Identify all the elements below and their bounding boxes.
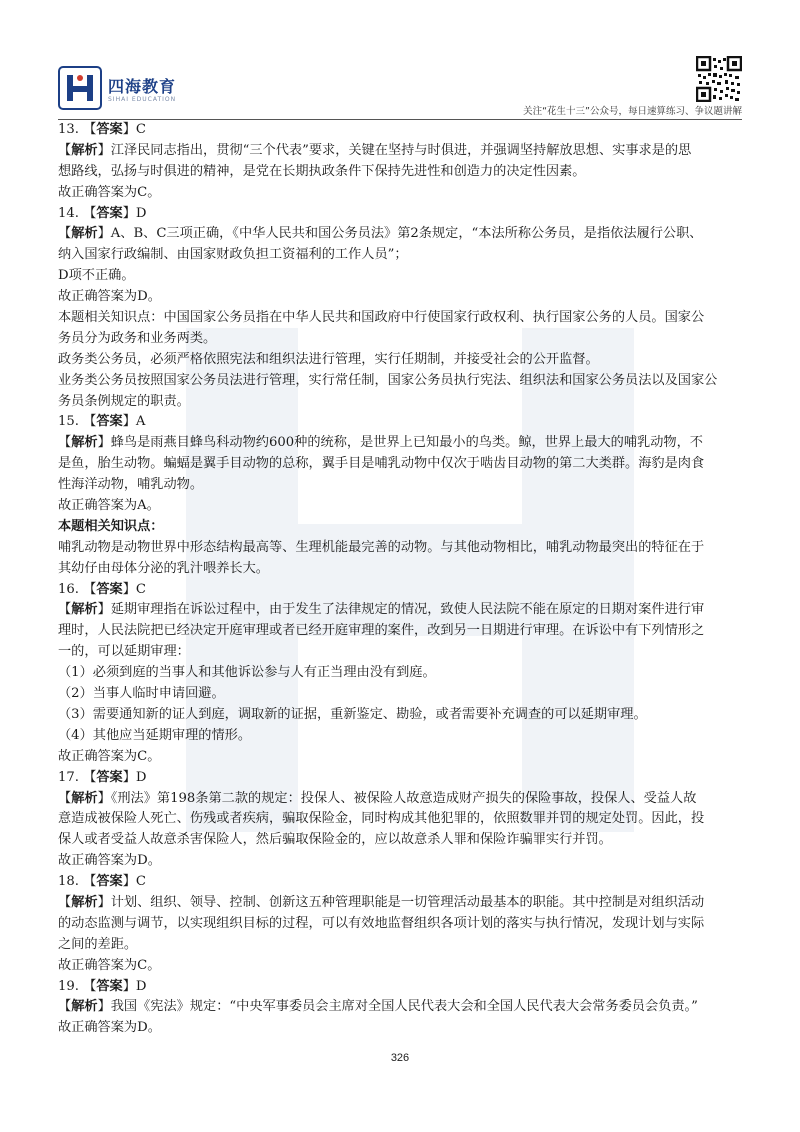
text-line: 故正确答案为D。 <box>58 1020 161 1036</box>
answer-line <box>58 204 742 225</box>
line-text: 】C <box>122 874 147 890</box>
explanation-label: 解析 <box>71 602 98 618</box>
explanation-line <box>58 997 742 1018</box>
line-text: 】江泽民同志指出，贯彻“三个代表”要求，关键在坚持与时俱进，并强调坚持解放思想、实事求是的思 <box>97 142 692 158</box>
line-prefix: 【 <box>58 142 72 158</box>
answer-line <box>58 580 742 601</box>
line-prefix: 【 <box>58 226 72 242</box>
line-text: 】延期审理指在诉讼过程中，由于发生了法律规定的情况，致使人民法院不能在原定的日期对案件进行审 <box>97 602 705 618</box>
explanation-label: 解析 <box>71 894 98 910</box>
text-line: 务员条例规定的职责。 <box>58 393 190 409</box>
line-text: 】A <box>122 414 146 430</box>
text-line: 理时，人民法院把已经决定开庭审理或者已经开庭审理的案件，改到另一日期进行审理。在诉讼中有下列情形之 <box>58 623 705 639</box>
line-prefix: 【 <box>58 790 72 806</box>
text-line: 故正确答案为D。 <box>58 289 161 305</box>
answer-label: 答案 <box>96 978 123 994</box>
line-prefix: 15. 【 <box>58 414 97 430</box>
line-prefix: 【 <box>58 999 72 1015</box>
page-header <box>58 56 742 117</box>
answer-explanations <box>58 120 742 1039</box>
line-text: 】我国《宪法》规定：“中央军事委员会主席对全国人民代表大会和全国人民代表大会常务委员会负责。” <box>97 999 698 1015</box>
explanation-line <box>58 141 742 162</box>
logo-subtitle: SIHAI EDUCATION <box>108 96 177 103</box>
line-prefix: 16. 【 <box>58 581 97 597</box>
line-prefix: 【 <box>58 435 72 451</box>
line-text: 】蜂鸟是雨燕目蜂鸟科动物约600种的统称，是世界上已知最小的鸟类。鲸，世界上最大的哺乳动物，不 <box>97 435 703 451</box>
answer-line <box>58 872 742 893</box>
line-text: 】C <box>122 581 147 597</box>
answer-line <box>58 412 742 433</box>
explanation-line <box>58 224 742 245</box>
page-number: 326 <box>390 1052 410 1064</box>
text-line: 意造成被保险人死亡、伤残或者疾病，骗取保险金，同时构成其他犯罪的，依照数罪并罚的规定处罚。因此，投 <box>58 811 705 827</box>
answer-line <box>58 977 742 998</box>
text-line: D项不正确。 <box>58 268 135 284</box>
text-line: 务员分为政务和业务两类。 <box>58 330 217 346</box>
explanation-label: 解析 <box>71 790 98 806</box>
text-line: 一的，可以延期审理： <box>58 644 190 660</box>
text-line: （2）当事人临时申请回避。 <box>58 686 225 702</box>
text-line: 性海洋动物，哺乳动物。 <box>58 477 204 493</box>
line-text: 】D <box>122 978 147 994</box>
text-line: 本题相关知识点：中国国家公务员指在中华人民共和国政府中行使国家行政权利、执行国家公务的人员。国家公 <box>58 310 705 326</box>
text-line: 故正确答案为A。 <box>58 498 160 514</box>
answer-label: 答案 <box>96 769 123 785</box>
explanation-label: 解析 <box>71 999 98 1015</box>
explanation-line <box>58 600 742 621</box>
explanation-line <box>58 433 742 454</box>
text-line: （1）必须到庭的当事人和其他诉讼参与人有正当理由没有到庭。 <box>58 665 436 681</box>
text-line: 纳入国家行政编制、由国家财政负担工资福利的工作人员”； <box>58 247 408 263</box>
logo-icon <box>58 66 102 110</box>
text-line: （3）需要通知新的证人到庭，调取新的证据，重新鉴定、勘验，或者需要补充调查的可以延期审理。 <box>58 706 647 722</box>
line-text: 】A、B、C三项正确，《中华人民共和国公务员法》第2条规定，“本法所称公务员，是指依法履行公职、 <box>97 226 703 242</box>
line-prefix: 18. 【 <box>58 874 97 890</box>
text-line: 业务类公务员按照国家公务员法进行管理，实行常任制，国家公务员执行宪法、组织法和国家公务员法以及国家公 <box>58 372 718 388</box>
line-text: 】计划、组织、领导、控制、创新这五种管理职能是一切管理活动最基本的职能。其中控制是对组织活动 <box>97 894 705 910</box>
text-line: 故正确答案为C。 <box>58 184 161 200</box>
line-prefix: 【 <box>58 602 72 618</box>
text-line: 的动态监测与调节，以实现组织目标的过程，可以有效地监督组织各项计划的落实与执行情况，发现计划与实际 <box>58 915 705 931</box>
line-text: 】D <box>122 769 147 785</box>
line-prefix: 14. 【 <box>58 205 97 221</box>
text-line: 是鱼，胎生动物。蝙蝠是翼手目动物的总称，翼手目是哺乳动物中仅次于啮齿目动物的第二大类群。海豹是肉食 <box>58 456 705 472</box>
explanation-label: 解析 <box>71 435 98 451</box>
explanation-line <box>58 789 742 810</box>
text-line: （4）其他应当延期审理的情形。 <box>58 727 252 743</box>
line-prefix: 【 <box>58 894 72 910</box>
text-line: 其幼仔由母体分泌的乳汁喂养长大。 <box>58 560 269 576</box>
logo-text: 四海教育 <box>108 77 177 96</box>
line-prefix: 19. 【 <box>58 978 97 994</box>
answer-label: 答案 <box>96 414 123 430</box>
answer-label: 答案 <box>96 581 123 597</box>
text-line: 故正确答案为D。 <box>58 853 161 869</box>
knowledge-heading: 本题相关知识点： <box>58 518 164 534</box>
answer-label: 答案 <box>96 874 123 890</box>
text-line: 保人或者受益人故意杀害保险人，然后骗取保险金的，应以故意杀人罪和保险诈骗罪实行并罚。 <box>58 832 612 848</box>
line-text: 】《刑法》第198条第二款的规定：投保人、被保险人故意造成财产损失的保险事故，投保人、受益人故 <box>97 790 697 806</box>
text-line: 之间的差距。 <box>58 936 138 952</box>
explanation-label: 解析 <box>71 226 98 242</box>
text-line: 想路线，弘扬与时俱进的精神，是党在长期执政条件下保持先进性和创造力的决定性因素。 <box>58 163 586 179</box>
answer-label: 答案 <box>96 122 123 137</box>
line-text: 】C <box>122 122 147 137</box>
text-line: 政务类公务员，必须严格依照宪法和组织法进行管理，实行任期制，并接受社会的公开监督。 <box>58 351 599 367</box>
brand-logo <box>58 66 258 112</box>
text-line: 故正确答案为C。 <box>58 957 161 973</box>
text-line: 故正确答案为C。 <box>58 748 161 764</box>
line-prefix: 13. 【 <box>58 122 97 137</box>
answer-line <box>58 120 742 141</box>
explanation-line <box>58 893 742 914</box>
answer-label: 答案 <box>96 205 123 221</box>
answer-line <box>58 768 742 789</box>
header-slogan: 关注“花生十三”公众号，每日速算练习、争议题讲解 <box>523 106 742 117</box>
qr-code-icon <box>696 56 742 102</box>
text-line: 哺乳动物是动物世界中形态结构最高等、生理机能最完善的动物。与其他动物相比，哺乳动物最突出的特征在于 <box>58 539 705 555</box>
explanation-label: 解析 <box>71 142 98 158</box>
line-prefix: 17. 【 <box>58 769 97 785</box>
line-text: 】D <box>122 205 147 221</box>
